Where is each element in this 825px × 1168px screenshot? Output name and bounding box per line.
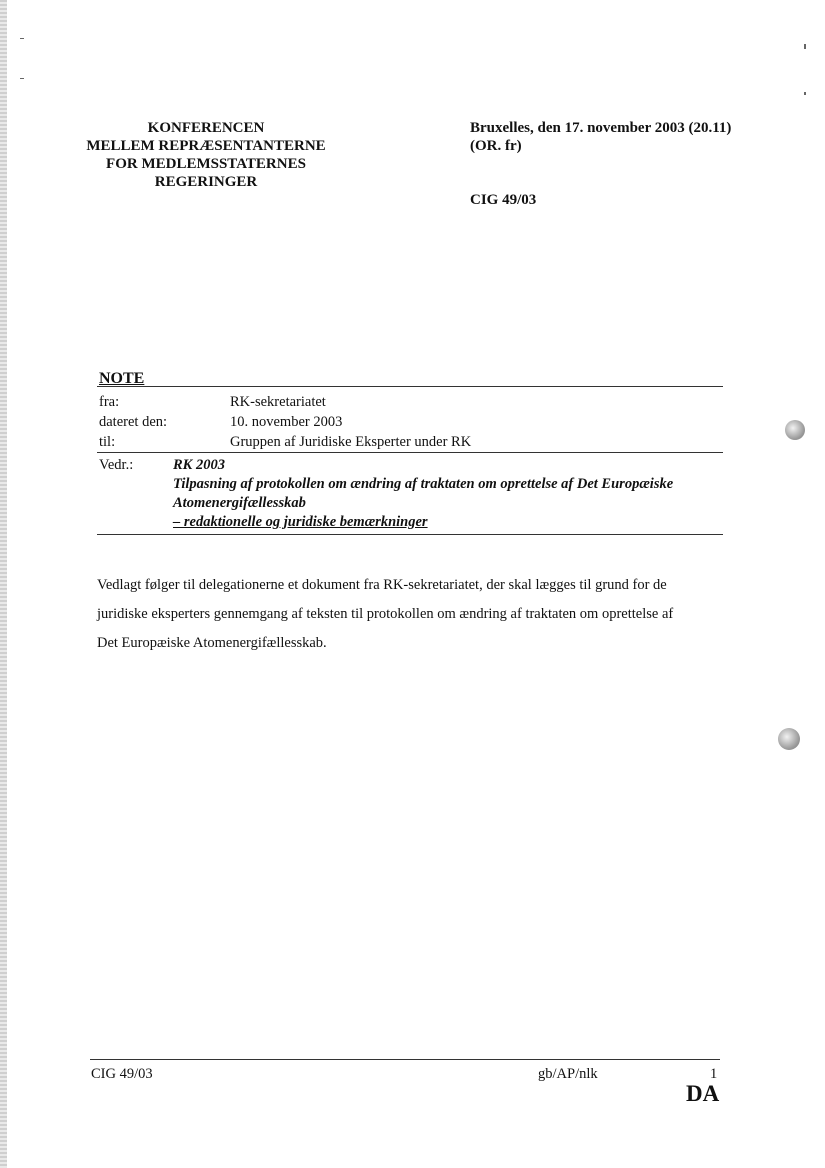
dated-label: dateret den:: [99, 414, 168, 430]
to-value: Gruppen af Juridiske Eksperter under RK: [230, 434, 472, 450]
body-line: juridiske eksperters gennemgang af teksten til protokollen om ændring af traktaten om oprettelse af: [97, 606, 674, 622]
to-label: til:: [99, 434, 116, 450]
scan-speck: [20, 78, 24, 79]
sender-line: FOR MEDLEMSSTATERNES: [106, 156, 306, 172]
subject-line: – redaktionelle og juridiske bemærkninger: [173, 514, 428, 530]
place-date: Bruxelles, den 17. november 2003 (20.11): [470, 120, 732, 136]
sender-line: REGERINGER: [154, 174, 258, 190]
subject-label: Vedr.:: [99, 457, 134, 473]
divider: [97, 386, 723, 387]
body-line: Det Europæiske Atomenergifællesskab.: [97, 635, 327, 651]
body-line: Vedlagt følger til delegationerne et dokument fra RK-sekretariatet, der skal lægges til grund for de: [97, 577, 667, 593]
original-language: (OR. fr): [470, 138, 522, 154]
scan-edge: [0, 0, 7, 1168]
subject-ref: RK 2003: [173, 457, 225, 473]
from-value: RK-sekretariatet: [230, 394, 326, 410]
divider: [97, 534, 723, 535]
from-label: fra:: [99, 394, 120, 410]
divider: [97, 452, 723, 453]
doc-number: CIG 49/03: [470, 192, 537, 208]
punch-hole: [785, 420, 805, 440]
scan-speck: [804, 44, 806, 49]
scan-speck: [20, 38, 24, 39]
sender-line: KONFERENCEN: [147, 120, 265, 136]
punch-hole: [778, 728, 800, 750]
sender-line: MELLEM REPRÆSENTANTERNE: [86, 138, 326, 154]
subject-line: Tilpasning af protokollen om ændring af traktaten om oprettelse af Det Europæiske: [173, 476, 674, 492]
footer-initials: gb/AP/nlk: [538, 1066, 598, 1082]
footer-language: DA: [686, 1081, 720, 1106]
subject-line: Atomenergifællesskab: [173, 495, 306, 511]
footer-doc-number: CIG 49/03: [91, 1066, 153, 1082]
note-title: NOTE: [99, 370, 145, 387]
footer-divider: [90, 1059, 720, 1060]
dated-value: 10. november 2003: [230, 414, 343, 430]
sender-block: [70, 119, 342, 191]
footer-page-number: 1: [710, 1066, 718, 1082]
scan-speck: [804, 92, 806, 95]
